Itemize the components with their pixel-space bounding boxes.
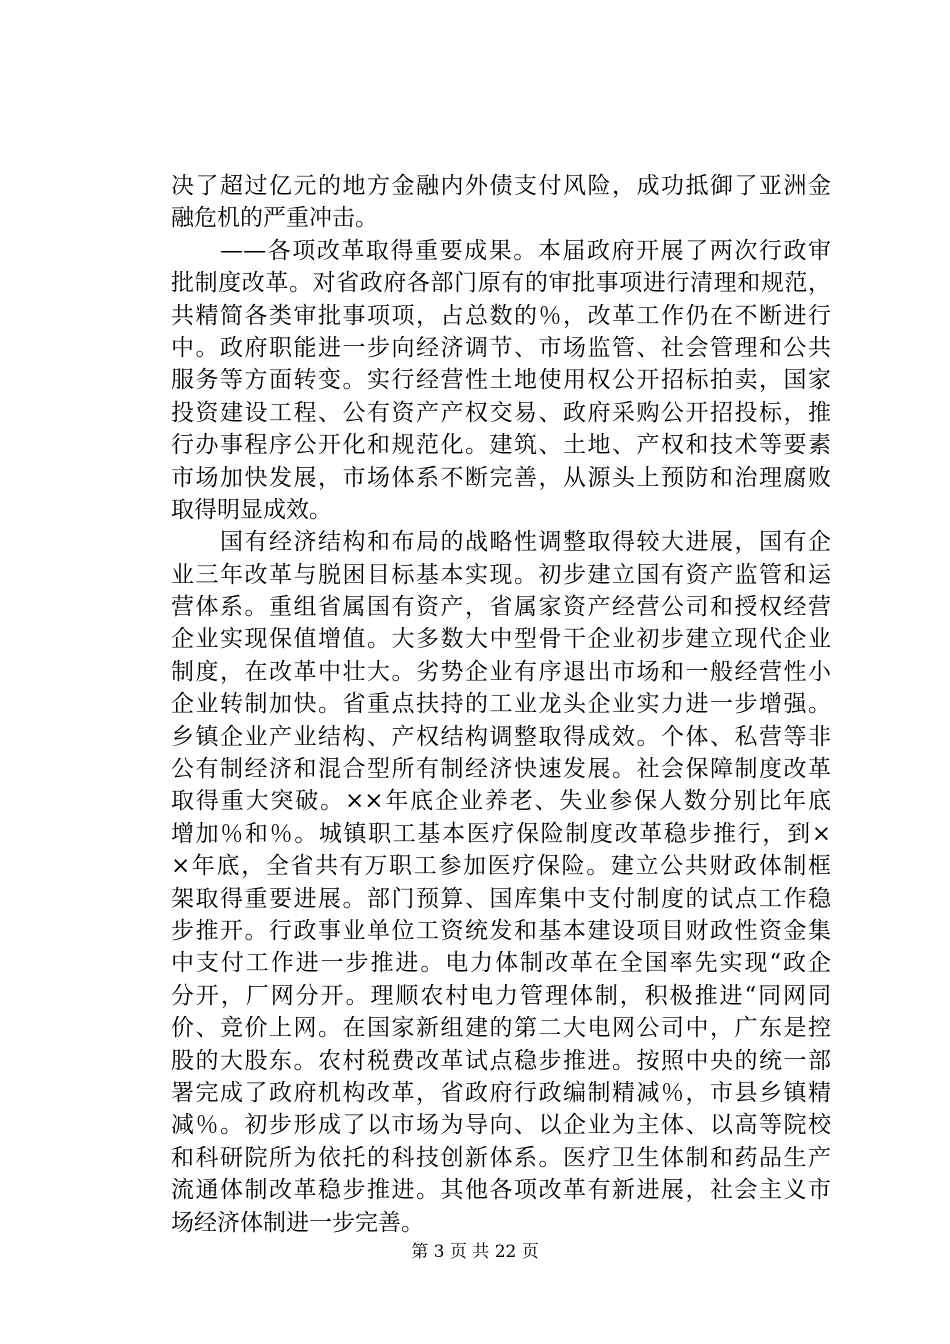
text-line: 投资建设工程、公有资产产权交易、政府采购公开招投标，推	[171, 399, 831, 426]
text-line: 公有制经济和混合型所有制经济快速发展。社会保障制度改革	[171, 756, 831, 783]
text-line: 价、竞价上网。在国家新组建的第二大电网公司中，广东是控	[171, 1015, 831, 1042]
text-line: 流通体制改革稳步推进。其他各项改革有新进展，社会主义市	[171, 1177, 831, 1204]
text-line: 融危机的严重冲击。	[171, 205, 378, 232]
text-line: 营体系。重组省属国有资产，省属家资产经营公司和授权经营	[171, 594, 831, 621]
text-line: 署完成了政府机构改革，省政府行政编制精减％，市县乡镇精	[171, 1079, 831, 1106]
text-line: 共精简各类审批事项项，占总数的％，改革工作仍在不断进行	[171, 302, 831, 329]
text-line: 批制度改革。对省政府各部门原有的审批事项进行清理和规范，	[171, 270, 831, 297]
text-line: 服务等方面转变。实行经营性土地使用权公开招标拍卖，国家	[171, 367, 831, 394]
text-line: 步推开。行政事业单位工资统发和基本建设项目财政性资金集	[171, 917, 831, 944]
text-line: 分开，厂网分开。理顺农村电力管理体制，积极推进“同网同	[171, 982, 831, 1009]
page-footer: 第 3 页 共 22 页	[411, 1242, 539, 1262]
text-line: 行办事程序公开化和规范化。建筑、土地、产权和技术等要素	[171, 432, 831, 459]
text-line: 中。政府职能进一步向经济调节、市场监管、社会管理和公共	[171, 334, 831, 361]
text-line: ×年底，全省共有万职工参加医疗保险。建立公共财政体制框	[171, 853, 831, 880]
text-line: 和科研院所为依托的科技创新体系。医疗卫生体制和药品生产	[171, 1144, 831, 1171]
text-line: 决了超过亿元的地方金融内外债支付风险，成功抵御了亚洲金	[171, 173, 831, 199]
text-line: 增加％和％。城镇职工基本医疗保险制度改革稳步推行，到×	[171, 820, 831, 847]
text-line: 取得明显成效。	[171, 496, 332, 523]
text-line: 业三年改革与脱困目标基本实现。初步建立国有资产监管和运	[171, 561, 831, 588]
text-line: 企业转制加快。省重点扶持的工业龙头企业实力进一步增强。	[171, 691, 831, 718]
text-line: 架取得重要进展。部门预算、国库集中支付制度的试点工作稳	[171, 885, 831, 912]
text-line: 企业实现保值增值。大多数大中型骨干企业初步建立现代企业	[171, 626, 831, 653]
text-line: 制度，在改革中壮大。劣势企业有序退出市场和一般经营性小	[171, 658, 831, 685]
text-line: 市场加快发展，市场体系不断完善，从源头上预防和治理腐败	[171, 464, 831, 491]
text-line: 国有经济结构和布局的战略性调整取得较大进展，国有企	[171, 529, 831, 556]
text-line: 减％。初步形成了以市场为导向、以企业为主体、以高等院校	[171, 1112, 831, 1139]
text-line: 取得重大突破。××年底企业养老、失业参保人数分别比年底	[171, 788, 831, 815]
body-text	[171, 170, 831, 1239]
text-line: 中支付工作进一步推进。电力体制改革在全国率先实现“政企	[171, 950, 831, 977]
text-line: 场经济体制进一步完善。	[171, 1209, 424, 1236]
text-line: 乡镇企业产业结构、产权结构调整取得成效。个体、私营等非	[171, 723, 831, 750]
text-line: 股的大股东。农村税费改革试点稳步推进。按照中央的统一部	[171, 1047, 831, 1074]
text-line: ——各项改革取得重要成果。本届政府开展了两次行政审	[171, 237, 831, 264]
